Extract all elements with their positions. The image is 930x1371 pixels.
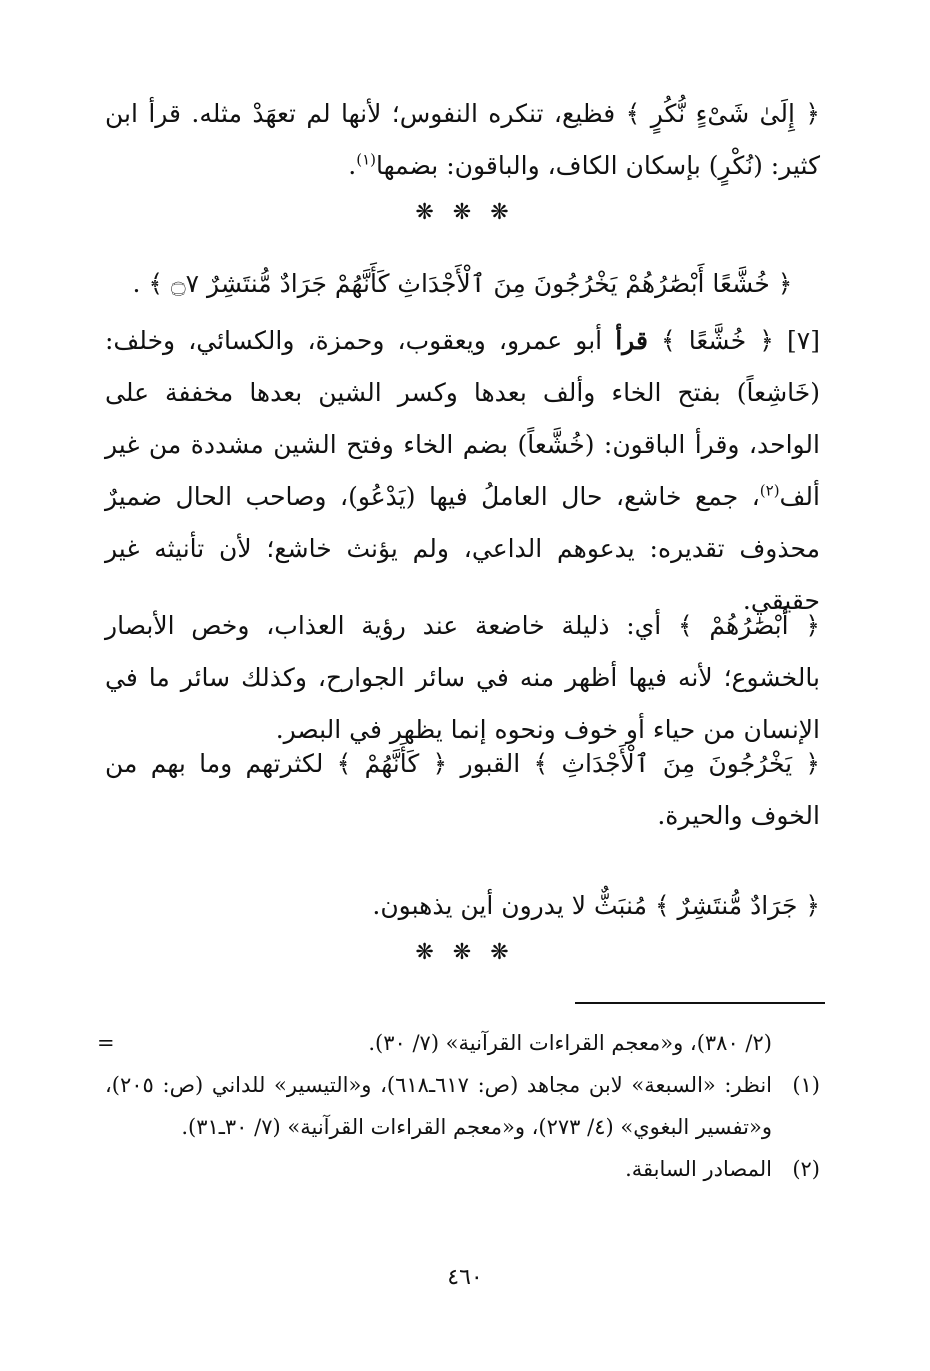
quran-reference: ﴿ خُشَّعًا ﴾ xyxy=(647,326,788,355)
quran-reference: ﴿ أَبْصَٰرُهُمْ ﴾ xyxy=(677,611,820,640)
bold-keyword: قرأ xyxy=(615,326,648,355)
footnote-continuation-text: (٢/ ٣٨٠)، و«معجم القراءات القرآنية» (٧/ ٣٠). xyxy=(368,1031,772,1055)
paragraph-text-b: لكثرتهم وما بهم من الخوف والحيرة. xyxy=(105,749,820,830)
footnote-continuation xyxy=(97,1022,820,1064)
page-number: ٤٦٠ xyxy=(447,1265,483,1290)
paragraph-3 xyxy=(105,600,820,756)
paragraph-text-end: ، جمع خاشع، حال العاملُ فيها (يَدْعُو)، وصاحب الحال ضميرٌ محذوف تقديره: يدعوهم الداعي، ولم يؤنث خاشع؛ لأن تأنيثه غير حقيقي. xyxy=(105,482,820,615)
footnote-number: (٢) xyxy=(792,1157,820,1181)
quran-reference: ﴿ جَرَادٌ مُّنتَشِرٌ ﴾ xyxy=(654,891,820,920)
paragraph-text: مُنبَثٌّ لا يدرون أين يذهبون. xyxy=(372,891,655,920)
quran-reference: ﴿ إِلَىٰ شَىْءٍ نُّكُرٍ ﴾ xyxy=(625,99,820,128)
verse-heading: ﴿ خُشَّعًا أَبْصَٰرُهُمْ يَخْرُجُونَ مِنَ ٱلْأَجْدَاثِ كَأَنَّهُمْ جَرَادٌ مُّنتَشِرٌ ۝٧ ﴾ . xyxy=(132,269,793,298)
paragraph-text-a: القبور xyxy=(447,749,534,778)
paragraph-1 xyxy=(105,88,820,192)
paragraph-4 xyxy=(105,738,820,842)
paragraph-text-end: . xyxy=(348,151,357,180)
footnote-text: المصادر السابقة. xyxy=(625,1157,772,1181)
section-separator: ❋ ❋ ❋ xyxy=(415,200,515,225)
section-separator-2: ❋ ❋ ❋ xyxy=(415,940,515,965)
continuation-mark: = xyxy=(97,1031,115,1055)
paragraph-text: أي: ذليلة خاضعة عند رؤية العذاب، وخص الأبصار بالخشوع؛ لأنه فيها أظهر منه في سائر الجوارح، وكذلك سائر ما في الإنسان من حياء أو خوف ونحوه إنما يظهر في البصر. xyxy=(105,611,820,744)
quran-reference-b: ﴿ كَأَنَّهُمْ ﴾ xyxy=(336,749,448,778)
footnote-divider xyxy=(575,1002,825,1004)
footnote-text: انظر: «السبعة» لابن مجاهد (ص: ٦١٧ـ٦١٨)، و«التيسير» للداني (ص: ٢٠٥)، و«تفسير البغوي» (٤/ ٢٧٣)، و«معجم القراءات القرآنية» (٧/ ٣٠ـ٣١). xyxy=(105,1073,772,1139)
paragraph-text: أبو عمرو، ويعقوب، وحمزة، والكسائي، وخلف: (خَاشِعاً) بفتح الخاء وألف بعدها وكسر الشين بعدها مخففة على الواحد، وقرأ الباقون: (خُشَّعاً) بضم الخاء وفتح الشين مشددة من غير ألف xyxy=(105,326,820,511)
footnote-2 xyxy=(105,1148,820,1190)
footnote-marker: (٢) xyxy=(759,481,780,500)
quran-reference-a: ﴿ يَخْرُجُونَ مِنَ ٱلْأَجْدَاثِ ﴾ xyxy=(533,749,820,778)
paragraph-2 xyxy=(105,315,820,627)
footnote-number: (١) xyxy=(792,1073,820,1097)
footnote-1 xyxy=(105,1064,820,1148)
footnotes xyxy=(97,1022,820,1190)
footnote-marker: (١) xyxy=(356,150,377,169)
paragraph-5 xyxy=(105,880,820,932)
paragraph-text: فظيع، تنكره النفوس؛ لأنها لم تعهَدْ مثله. قرأ ابن كثير: (نُكْرٍ) بإسكان الكاف، والباقون: بضمها xyxy=(105,99,820,180)
verse-number: [٧] xyxy=(787,326,820,355)
